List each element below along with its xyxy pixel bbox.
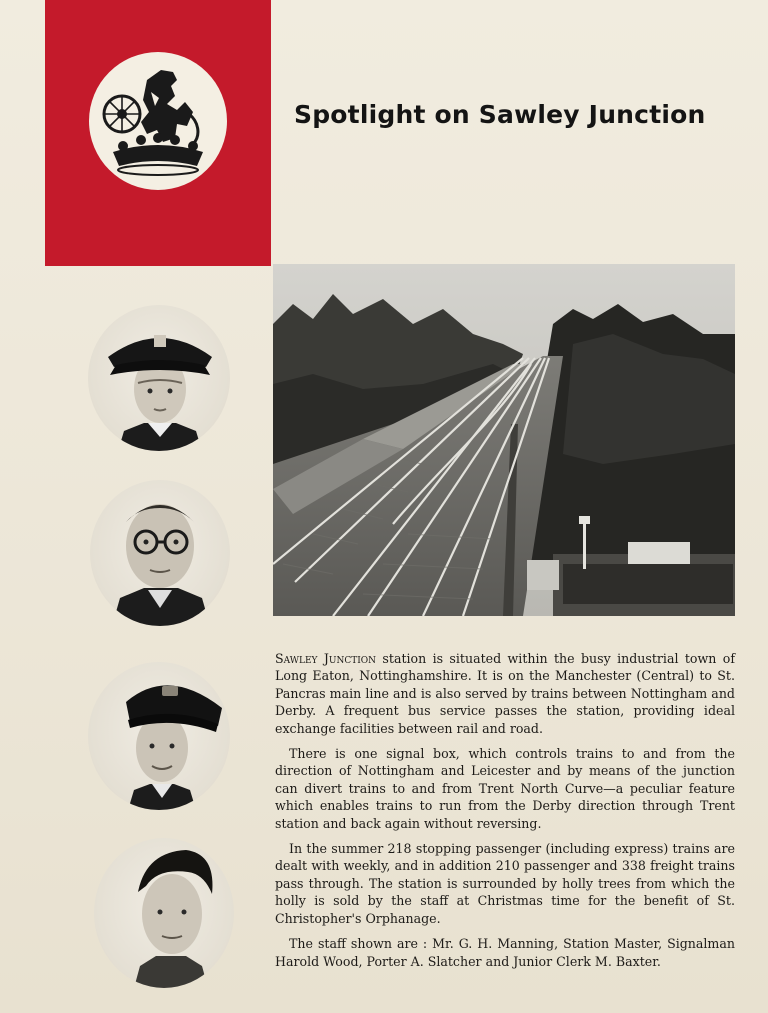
station-master-portrait — [88, 305, 230, 451]
article-body — [275, 650, 735, 978]
junior-clerk-portrait — [94, 838, 234, 988]
heraldic-emblem-icon — [89, 52, 227, 190]
article-paragraph-2: There is one signal box, which controls trains to and from the direction of Nottingham and Leicester and by means of the junction can divert trains to and from Trent North Curve—a peculiar feature which enables trains to run from the Derby direction through Trent station and back again without reversing. — [275, 746, 735, 831]
article-paragraph-1 — [275, 650, 735, 737]
article-paragraph-4: The staff shown are : Mr. G. H. Manning, Station Master, Signalman Harold Wood, Porter A. Slatcher and Junior Clerk M. Baxter. — [275, 936, 735, 969]
lead-small-caps: Sawley Junction — [275, 651, 377, 666]
railway-junction-photo — [273, 264, 735, 616]
paragraph-1-text: station is situated within the busy industrial town of Long Eaton, Nottinghamshire. It is on the Manchester (Central) to St. Pancras main line and is also served by trains between Nottingham and Derby. A frequent bus service passes the station, providing ideal exchange facilities between rail and road. — [275, 651, 735, 736]
porter-portrait — [88, 662, 230, 810]
signalman-portrait — [90, 480, 230, 626]
page-title: Spotlight on Sawley Junction — [294, 100, 706, 129]
article-paragraph-3: In the summer 218 stopping passenger (including express) trains are dealt with weekly, and in addition 210 passenger and 338 freight trains pass through. The station is surrounded by holly trees from which the holly is sold by the staff at Christmas time for the benefit of St. Christopher's Orphanage. — [275, 841, 735, 926]
